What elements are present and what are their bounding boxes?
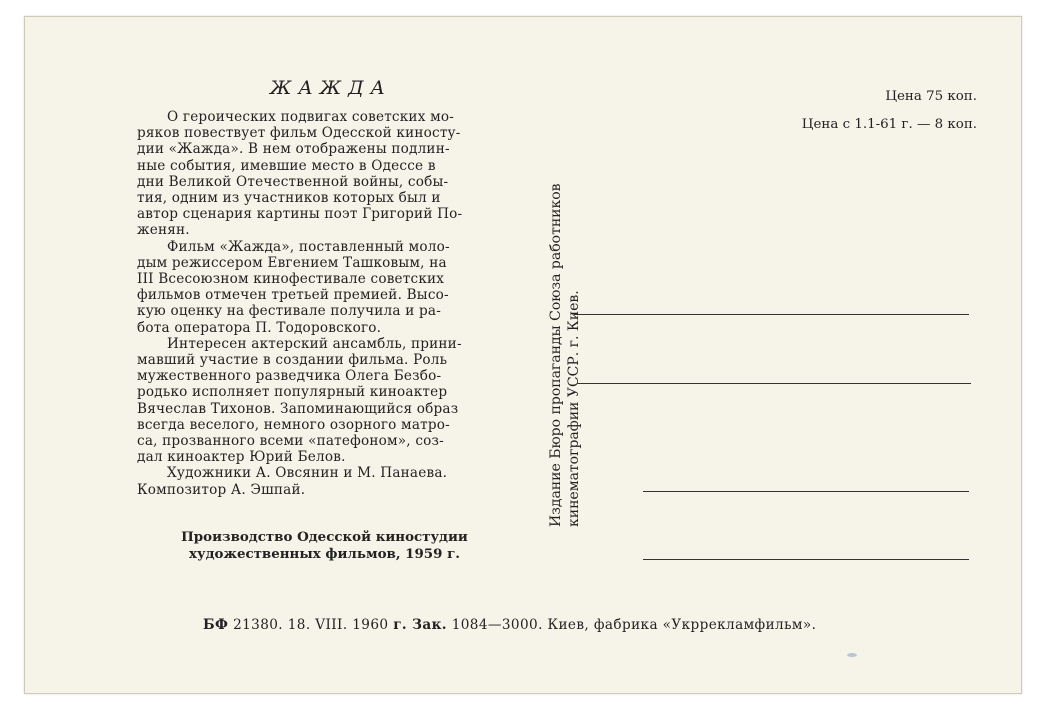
description-line: бота оператора П. Тодоровского. [137, 319, 382, 336]
price: Цена 75 коп. [885, 89, 977, 104]
production-line: художественных фильмов, 1959 г. [189, 545, 460, 562]
postcard-back [24, 16, 1022, 694]
description-line: дым режиссером Евгением Ташковым, на [137, 254, 447, 271]
imprint-printer: Киев, фабрика «Укррекламфильм». [547, 617, 817, 633]
imprint-order-label: г. Зак. [393, 617, 447, 633]
ink-speck [847, 653, 857, 657]
publisher-imprint [535, 97, 615, 527]
film-description [137, 109, 512, 498]
imprint-number-date: 21380. 18. VIII. 1960 [233, 617, 389, 633]
print-imprint [203, 617, 816, 633]
description-line: дни Великой Отечественной войны, собы- [137, 173, 449, 190]
description-line: ряков повествует фильм Одесской киносту- [137, 125, 461, 142]
address-line [643, 559, 969, 560]
composer-credit: Композитор А. Эшпай. [137, 481, 306, 498]
publisher-line: Издание Бюро пропаганды Союза работников [548, 183, 564, 527]
description-line: мужественного разведчика Олега Безбо- [137, 368, 442, 385]
production-line: Производство Одесской киностудии [181, 529, 468, 545]
description-line: фильмов отмечен третьей премией. Высо- [137, 287, 449, 304]
imprint-order-number: 1084—3000. [451, 617, 543, 633]
description-line: О героических подвигах советских мо- [167, 109, 455, 125]
description-line: ные события, имевшие место в Одессе в [137, 157, 436, 174]
publisher-line: кинематографии УССР. г. Киев. [566, 290, 582, 527]
price-block [802, 83, 977, 139]
description-line: кую оценку на фестивале получила и ра- [137, 303, 441, 320]
description-line: Интересен актерский ансамбль, прини- [167, 335, 462, 352]
imprint-code: БФ [203, 617, 229, 633]
description-line: дал киноактер Юрий Белов. [137, 449, 346, 466]
address-line [574, 314, 969, 315]
description-line: дии «Жажда». В нем отображены подлин- [137, 141, 450, 158]
description-line: III Всесоюзном кинофестивале советских [137, 271, 445, 288]
artists-credit: Художники А. Овсянин и М. Панаева. [167, 465, 448, 482]
price-new: Цена с 1.1-61 г. — 8 коп. [801, 117, 977, 132]
address-line [643, 491, 969, 492]
address-line [577, 383, 971, 384]
description-line: всегда веселого, немного озорного матро- [137, 416, 450, 433]
production-credit [137, 529, 512, 562]
description-line: женян. [137, 222, 190, 239]
description-line: Фильм «Жажда», поставленный моло- [167, 238, 450, 255]
description-line: са, прозванного всеми «патефоном», соз- [137, 433, 444, 450]
description-line: Вячеслав Тихонов. Запоминающийся образ [137, 400, 459, 417]
description-line: родько исполняет популярный киноактер [137, 384, 448, 401]
description-line: мавший участие в создании фильма. Роль [137, 352, 448, 369]
description-line: автор сценария картины поэт Григорий По- [137, 206, 463, 223]
film-title: ЖАЖДА [270, 77, 392, 99]
description-line: тия, одним из участников которых был и [137, 190, 441, 207]
